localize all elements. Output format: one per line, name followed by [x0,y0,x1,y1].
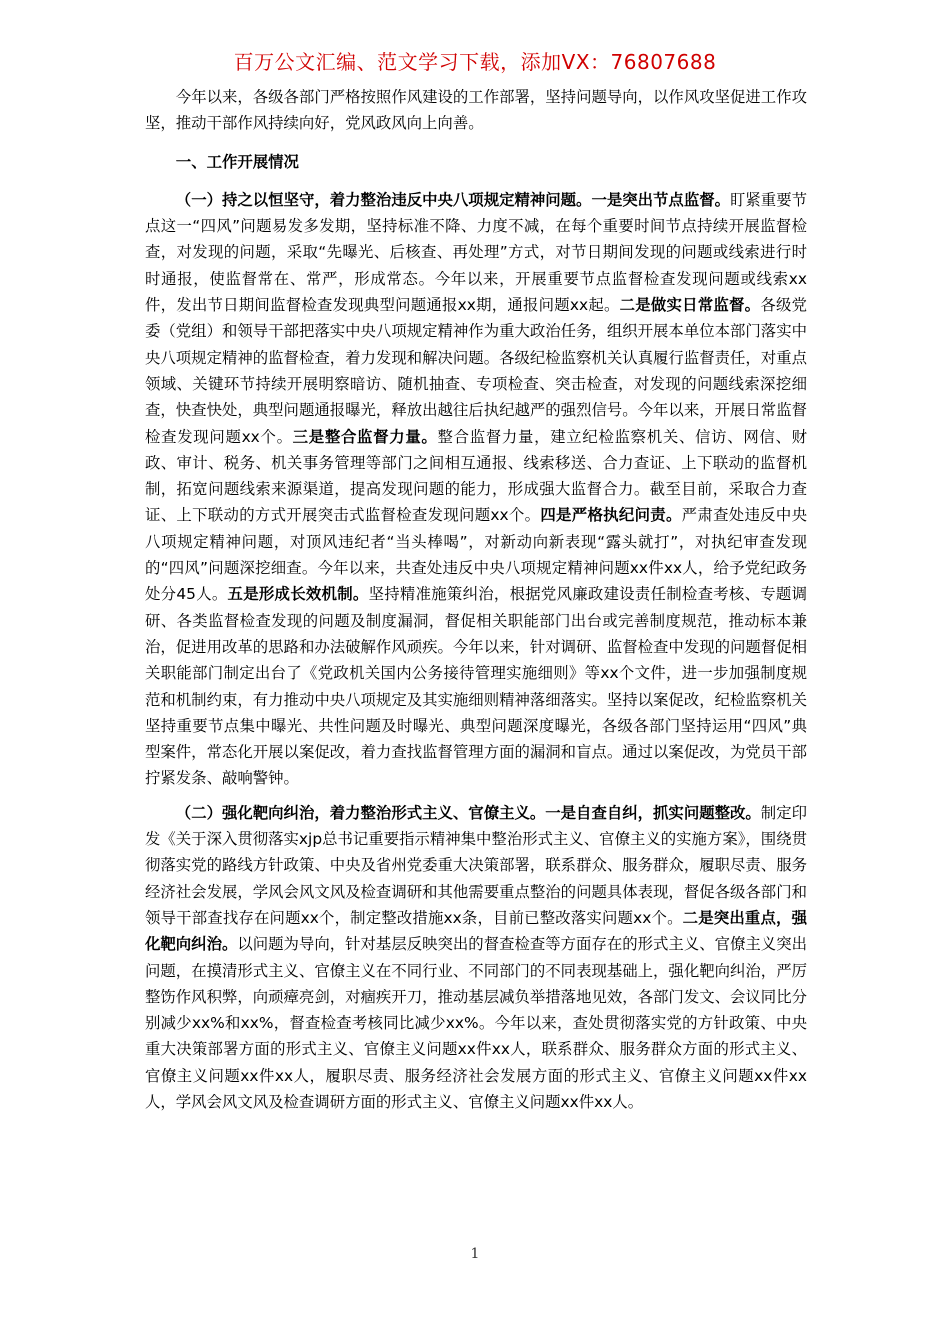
paragraph-1 [145,187,807,792]
paragraph-1-text-2: 各级党委（党组）和领导干部把落实中央八项规定精神作为重大政治任务，组织开展本单位本部门落实中央八项规定精神的监督检查，着力发现和解决问题。各级纪检监察机关认真履行监督责任，对重点领域、关键环节持续开展明察暗访、随机抽查、专项检查、突击检查，对发现的问题线索深挖细查，快查快处，典型问题通报曝光，释放出越往后执纪越严的强烈信号。今年以来，开展日常监督检查发现问题xx个。 [145,296,807,446]
paragraph-2-bold-2: 二是突出重点，强化靶向纠治。 [145,908,807,954]
page-number: 1 [470,1246,480,1262]
paragraph-1-text-1: 盯紧重要节点这一“四风”问题易发多发期，坚持标准不降、力度不减，在每个重要时间节点持续开展监督检查，对发现的问题，采取“先曝光、后核查、再处理”方式，对节日期间发现的问题或线索进行时时通报，使监督常在、常严，形成常态。今年以来，开展重要节点监督检查发现问题或线索xx件，发出节日期间监督检查发现典型问题通报xx期，通报问题xx起。 [145,190,807,315]
paragraph-1-bold-2: 二是做实日常监督。 [619,296,761,315]
watermark-banner: 百万公文汇编、范文学习下载，添加VX：76807688 [233,50,717,74]
paragraph-1-text-3: 整合监督力量，建立纪检监察机关、信访、网信、财政、审计、税务、机关事务管理等部门之间相互通报、线索移送、合力查证、上下联动的监督机制，拓宽问题线索来源渠道，提高发现问题的能力，形成强大监督合力。截至目前，采取合力查证、上下联动的方式开展突击式监督检查发现问题xx个。 [145,427,807,525]
paragraph-2 [145,800,807,1116]
paragraph-1-text-5: 坚持精准施策纠治，根据党风廉政建设责任制检查考核、专题调研、各类监督检查发现的问题及制度漏洞，督促相关职能部门出台或完善制度规范，推动标本兼治，促进用改革的思路和办法破解作风顽疾。今年以来，针对调研、监督检查中发现的问题督促相关职能部门制定出台了《党政机关国内公务接待管理实施细则》等xx个文件，进一步加强制度规范和机制约束，有力推动中央八项规定及其实施细则精神落细落实。坚持以案促改，纪检监察机关坚持重要节点集中曝光、共性问题及时曝光、典型问题深度曝光，各级各部门坚持运用“四风”典型案件，常态化开展以案促改，着力查找监督管理方面的漏洞和盲点。通过以案促改，为党员干部拧紧发条、敲响警钟。 [145,585,807,788]
document-body [145,84,807,1115]
paragraph-1-bold-4: 四是严格执纪问责。 [540,506,682,525]
paragraph-1-bold-3: 三是整合监督力量。 [292,427,438,446]
section-heading: 一、工作开展情况 [175,152,299,171]
paragraph-2-text-1: 制定印发《关于深入贯彻落实xjp总书记重要指示精神集中整治形式主义、官僚主义的实施方案》，围绕贯彻落实党的路线方针政策、中央及省州党委重大决策部署，联系群众、服务群众，履职尽责、服务经济社会发展，学风会风文风及检查调研和其他需要重点整治的问题具体表现，督促各级各部门和领导干部查找存在问题xx个，制定整改措施xx条，目前已整改落实问题xx个。 [145,803,807,927]
paragraph-2-text-2: 以问题为导向，针对基层反映突出的督查检查等方面存在的形式主义、官僚主义突出问题，在摸清形式主义、官僚主义在不同行业、不同部门的不同表现基础上，强化靶向纠治，严厉整饬作风积弊，向顽瘴亮剑，对痼疾开刀，推动基层减负举措落地见效，各部门发文、会议同比分别减少xx%和xx%，督查检查考核同比减少xx%。今年以来，查处贯彻落实党的方针政策、中央重大决策部署方面的形式主义、官僚主义问题xx件xx人，联系群众、服务群众方面的形式主义、官僚主义问题xx件xx人，履职尽责、服务经济社会发展方面的形式主义、官僚主义问题xx件xx人，学风会风文风及检查调研方面的形式主义、官僚主义问题xx件xx人。 [145,935,807,1111]
paragraph-1-text-4: 严肃查处违反中央八项规定精神问题，对顶风违纪者“当头棒喝”，对新动向新表现“露头就打”，对执纪审查发现的“四风”问题深挖细查。今年以来，共查处违反中央八项规定精神问题xx件xx人，给予党纪政务处分45人。 [145,506,807,604]
paragraph-1-bold-5: 五是形成长效机制。 [227,585,369,604]
intro-paragraph: 今年以来，各级各部门严格按照作风建设的工作部署，坚持问题导向，以作风攻坚促进工作攻坚，推动干部作风持续向好，党风政风向上向善。 [145,88,807,133]
paragraph-1-lead: （一）持之以恒坚守，着力整治违反中央八项规定精神问题。一是突出节点监督。 [175,190,731,209]
paragraph-2-lead: （二）强化靶向纠治，着力整治形式主义、官僚主义。一是自查自纠，抓实问题整改。 [175,803,761,822]
